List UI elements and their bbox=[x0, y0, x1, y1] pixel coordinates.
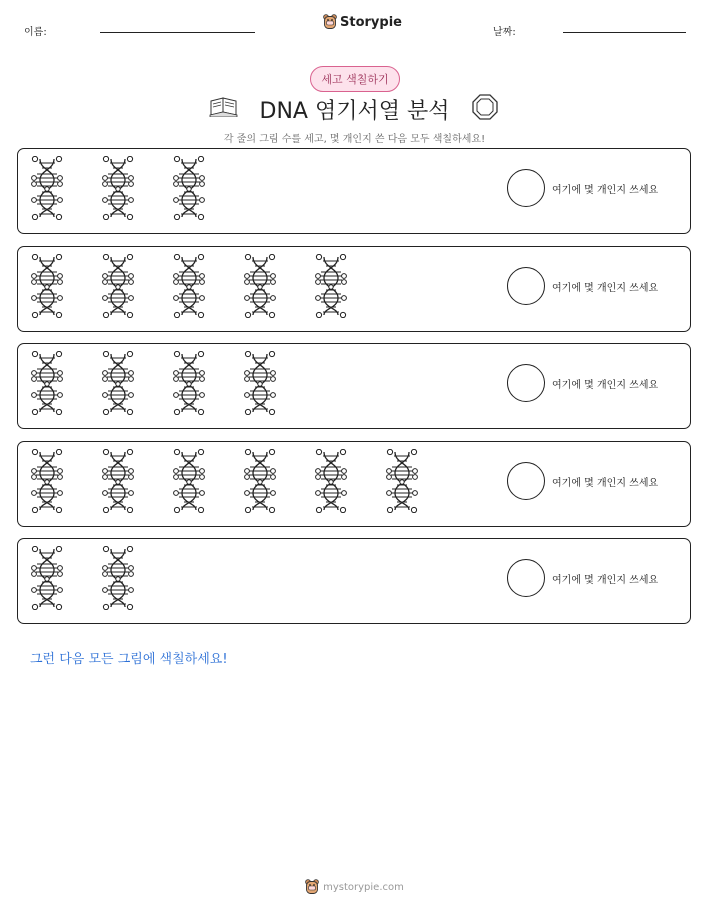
bear-face-icon bbox=[305, 879, 319, 895]
dna-helix-icon[interactable] bbox=[31, 449, 63, 513]
activity-badge: 세고 색칠하기 bbox=[310, 66, 400, 92]
dna-helix-icon[interactable] bbox=[102, 449, 134, 513]
answer-hint: 여기에 몇 개인지 쓰세요 bbox=[552, 185, 659, 196]
answer-hint: 여기에 몇 개인지 쓰세요 bbox=[552, 477, 659, 489]
dna-helix-icon[interactable] bbox=[386, 449, 418, 513]
page-title: DNA 염기서열 분석 bbox=[259, 99, 450, 124]
coloring-note: 그런 다음 모든 그림에 색칠하세요! bbox=[30, 652, 228, 667]
answer-circle[interactable] bbox=[507, 169, 545, 207]
count-row bbox=[17, 538, 691, 624]
dna-helix-icon[interactable] bbox=[173, 351, 205, 415]
octagon-icon bbox=[471, 93, 499, 121]
name-label: 이름: bbox=[24, 27, 47, 38]
dna-helix-icon[interactable] bbox=[173, 254, 205, 318]
dna-helix-icon[interactable] bbox=[102, 351, 134, 415]
date-line[interactable] bbox=[563, 32, 686, 33]
dna-helix-icon[interactable] bbox=[244, 351, 276, 415]
answer-circle[interactable] bbox=[507, 559, 545, 597]
count-row bbox=[17, 246, 691, 332]
dna-helix-icon[interactable] bbox=[31, 156, 63, 220]
dna-helix-icon[interactable] bbox=[244, 254, 276, 318]
answer-hint: 여기에 몇 개인지 쓰세요 bbox=[552, 575, 659, 586]
count-row bbox=[17, 148, 691, 234]
dna-helix-icon[interactable] bbox=[315, 449, 347, 513]
instructions: 각 줄의 그림 수를 세고, 몇 개인지 쓴 다음 모두 색칠하세요! bbox=[223, 134, 486, 145]
answer-hint: 여기에 몇 개인지 쓰세요 bbox=[552, 380, 659, 391]
count-row bbox=[17, 441, 691, 527]
logo-text: Storypie bbox=[340, 14, 402, 30]
dna-helix-icon[interactable] bbox=[31, 351, 63, 415]
answer-circle[interactable] bbox=[507, 364, 545, 402]
footer bbox=[0, 879, 709, 895]
answer-hint: 여기에 몇 개인지 쓰세요 bbox=[552, 282, 659, 294]
dna-helix-icon[interactable] bbox=[173, 156, 205, 220]
dna-helix-icon[interactable] bbox=[173, 449, 205, 513]
date-label: 날짜: bbox=[493, 27, 516, 38]
count-row bbox=[17, 343, 691, 429]
footer-site: mystorypie.com bbox=[323, 881, 404, 893]
open-book-icon bbox=[209, 95, 239, 117]
dna-helix-icon[interactable] bbox=[102, 546, 134, 610]
dna-helix-icon[interactable] bbox=[244, 449, 276, 513]
dna-helix-icon[interactable] bbox=[102, 156, 134, 220]
dna-helix-icon[interactable] bbox=[31, 546, 63, 610]
bear-face-icon bbox=[323, 14, 337, 30]
dna-helix-icon[interactable] bbox=[102, 254, 134, 318]
answer-circle[interactable] bbox=[507, 267, 545, 305]
answer-circle[interactable] bbox=[507, 462, 545, 500]
dna-helix-icon[interactable] bbox=[31, 254, 63, 318]
dna-helix-icon[interactable] bbox=[315, 254, 347, 318]
storypie-logo bbox=[323, 14, 402, 30]
name-line[interactable] bbox=[100, 32, 255, 33]
